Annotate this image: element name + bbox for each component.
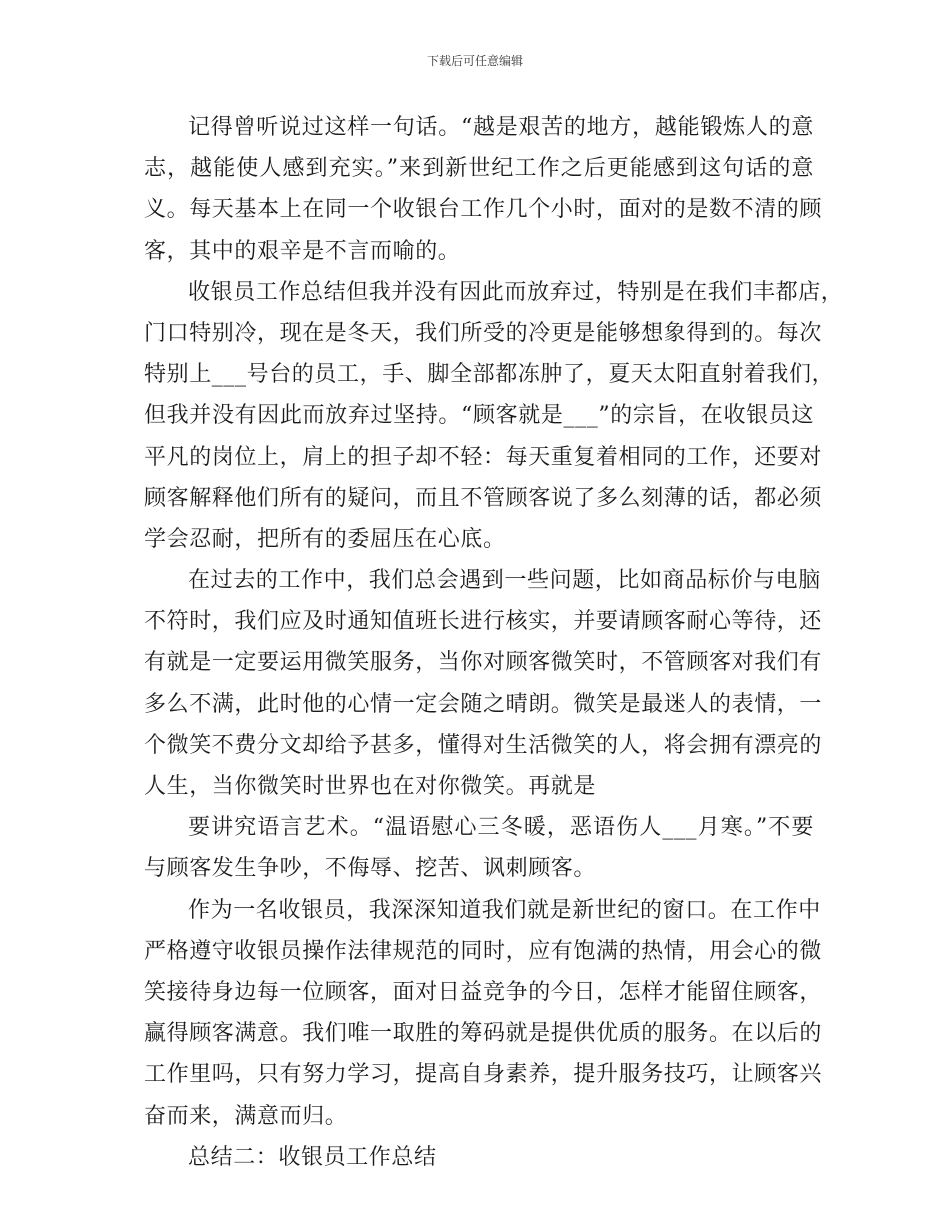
text-line: 笑接待身边每一位顾客，面对日益竞争的今日，怎样才能留住顾客， [144, 979, 823, 1005]
text-line: 志，越能使人感到充实。”来到新世纪工作之后更能感到这句话的意 [144, 156, 814, 182]
text-line: 义。每天基本上在同一个收银台工作几个小时，面对的是数不清的顾 [144, 197, 823, 223]
text-line: 学会忍耐，把所有的委屈压在心底。 [144, 526, 506, 552]
text-line: 人生，当你微笑时世界也在对你微笑。再就是 [144, 774, 597, 799]
text-line: 要讲究语言艺术。“温语慰心三冬暖，恶语伤人___月寒。”不要 [188, 815, 814, 841]
text-line: 奋而来，满意而归。 [144, 1103, 348, 1129]
text-line: 记得曾听说过这样一句话。“越是艰苦的地方，越能锻炼人的意 [188, 115, 814, 140]
text-line: 特别上___号台的员工，手、脚全部都冻肿了，夏天太阳直射着我们， [144, 362, 835, 388]
text-line: 平凡的岗位上，肩上的担子却不轻：每天重复着相同的工作，还要对 [144, 444, 823, 470]
text-line: 门口特别冷，现在是冬天，我们所受的冷更是能够想象得到的。每次 [144, 320, 823, 346]
text-line: 多么不满，此时他的心情一定会随之晴朗。微笑是最迷人的表情，一 [144, 691, 823, 717]
text-line: 收银员工作总结但我并没有因此而放弃过，特别是在我们丰都店， [188, 279, 844, 305]
text-line: 总结二：收银员工作总结 [188, 1144, 437, 1170]
text-line: 客，其中的艰辛是不言而喻的。 [144, 238, 461, 264]
text-line: 不符时，我们应及时通知值班长进行核实，并要请顾客耐心等待，还 [144, 609, 823, 635]
page-header: 下载后可任意编辑 [426, 54, 523, 68]
text-line: 在过去的工作中，我们总会遇到一些问题，比如商品标价与电脑 [188, 568, 821, 594]
text-line: 顾客解释他们所有的疑问，而且不管顾客说了多么刻薄的话，都必须 [144, 485, 823, 511]
text-line: 作为一名收银员，我深深知道我们就是新世纪的窗口。在工作中 [188, 897, 821, 923]
text-line: 但我并没有因此而放弃过坚持。“顾客就是___”的宗旨，在收银员这 [144, 403, 814, 429]
text-line: 工作里吗，只有努力学习，提高自身素养，提升服务技巧，让顾客兴 [144, 1062, 823, 1088]
text-line: 个微笑不费分文却给予甚多，懂得对生活微笑的人，将会拥有漂亮的 [144, 732, 823, 758]
text-line: 与顾客发生争吵，不侮辱、挖苦、讽刺顾客。 [144, 856, 597, 882]
document-body [144, 107, 844, 1178]
text-line: 赢得顾客满意。我们唯一取胜的筹码就是提供优质的服务。在以后的 [144, 1021, 823, 1047]
text-line: 严格遵守收银员操作法律规范的同时，应有饱满的热情，用会心的微 [144, 938, 823, 964]
text-line: 有就是一定要运用微笑服务，当你对顾客微笑时，不管顾客对我们有 [144, 650, 823, 676]
